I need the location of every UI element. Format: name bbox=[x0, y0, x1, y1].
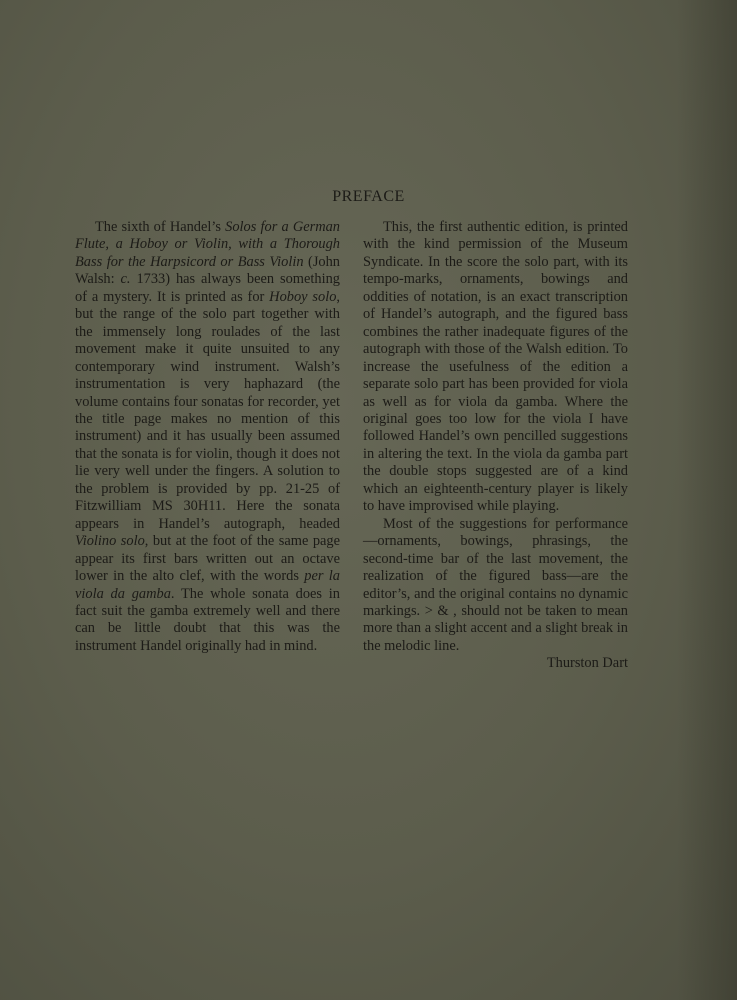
preface-paragraph-3: Most of the suggestions for performance—ornaments, bowings, phrasings, the second-time bar of the last movement, the realization of the figured bass—are the editor’s, and the original contains no dynamic markings. > & , should not be taken to mean more than a slight accent and a slight break in the melodic line. bbox=[363, 515, 628, 654]
left-column bbox=[75, 219, 340, 655]
right-column bbox=[363, 219, 628, 673]
preface-paragraph-1: The sixth of Handel’s Solos for a German Flute, a Hoboy or Violin, with a Thorough Bass for the Harpsicord or Bass Violin (John Walsh: c. 1733) has always been something of a mystery. It is printed as for Hoboy solo, but the range of the solo part together with the immensely long roulades of the last movement make it quite unsuited to any contemporary wind instrument. Walsh’s instrumentation is very haphazard (the volume contains four sonatas for recorder, yet the title page makes no mention of this instrument) and it has usually been assumed that the sonata is for violin, though it does not lie very well under the fingers. A solution to the problem is provided by pp. 21-25 of Fitzwilliam MS 30H11. Here the sonata appears in Handel’s autograph, headed Violino solo, but at the foot of the same page appear its first bars written out an octave lower in the alto clef, with the words per la viola da gamba. The whole sonata does in fact suit the gamba extremely well and there can be little doubt that this was the instrument Handel originally had in mind. bbox=[75, 219, 341, 654]
preface-paragraph-2: This, the first authentic edition, is printed with the kind permission of the Museum Syndicate. In the score the solo part, with its tempo-marks, ornaments, bowings and oddities of notation, is an exact transcription of Handel’s autograph, and the figured bass combines the rather inadequate figures of the autograph with those of the Walsh edition. To increase the usefulness of the edition a separate solo part has been provided for viola as well as for viola da gamba. Where the original goes too low for the viola I have followed Handel’s own pencilled suggestions in altering the text. In the viola da gamba part the double stops suggested are of a kind which an eighteenth-century player is likely to have improvised while playing. bbox=[363, 219, 628, 515]
page-title: PREFACE bbox=[332, 188, 405, 205]
signature: Thurston Dart bbox=[546, 655, 628, 672]
page-edge-shadow bbox=[677, 0, 737, 1000]
